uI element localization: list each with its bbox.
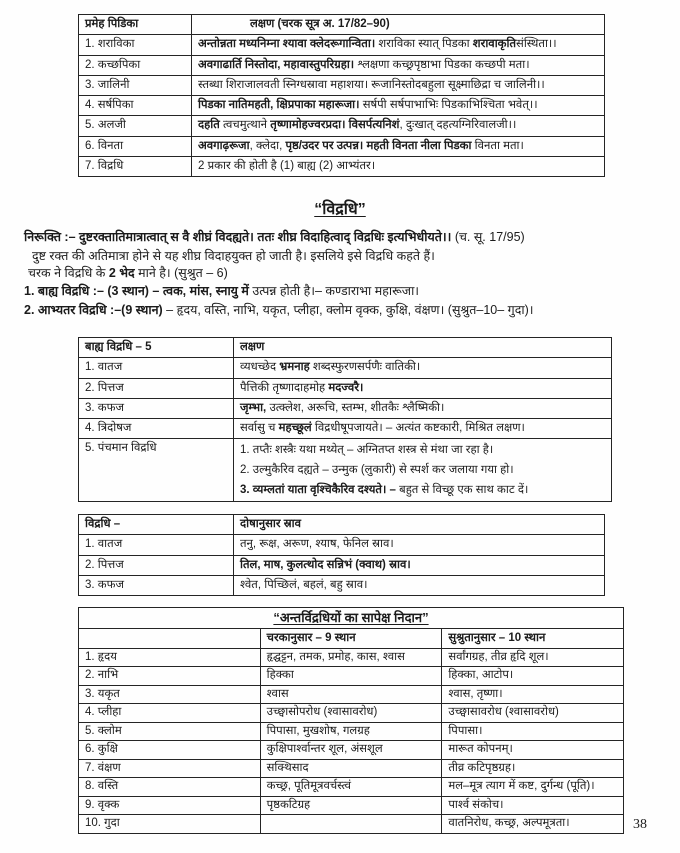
site-cell: 5. क्लोम (79, 722, 261, 741)
table-row (79, 136, 605, 156)
charak-cell (260, 815, 442, 834)
site-header-cell (79, 628, 261, 648)
row-desc-cell: अन्तोन्नता मध्यनिम्ना श्यावा क्लेदरूगान्विता। शराविका स्यात् पिडका शरावाकृतिसंस्थिता।। (192, 35, 605, 55)
row-desc-cell (234, 439, 612, 502)
table-row (79, 741, 624, 760)
row-label-cell: 2. कच्छपिका (79, 55, 192, 75)
table-header-row (79, 515, 605, 535)
vidradhi-header-cell: विद्रधि – (79, 515, 234, 535)
table-row (79, 722, 624, 741)
table-row (79, 778, 624, 797)
table-row (79, 398, 612, 418)
bahya-vidradhi-table (78, 337, 612, 502)
charak-cell: हिक्का (260, 667, 442, 686)
charak-cell: सक्थिसाद (260, 759, 442, 778)
row-desc-cell: जृम्भा, उत्क्लेश, अरूचि, स्तम्भ, शीतकैः श्लैष्मिकी। (234, 398, 612, 418)
row-desc-cell: तिल, माष, कुलत्थोद सन्निभं (क्वाथ) स्राव। (234, 555, 605, 575)
sushrut-cell: पिपासा। (442, 722, 624, 741)
row-desc-cell: व्यधच्छेद भ्रमनाह शब्दस्फुरणसर्पणैः वातिकी। (234, 358, 612, 378)
table-header-row (79, 338, 612, 358)
row-desc-cell: 2 प्रकार की होती है (1) बाह्य (2) आभ्यंतर। (192, 156, 605, 176)
site-cell: 10. गुदा (79, 815, 261, 834)
charak-header-cell: चरकानुसार – 9 स्थान (260, 628, 442, 648)
bahya-header-cell: बाह्य विद्रधि – 5 (79, 338, 234, 358)
table-row (79, 96, 605, 116)
table-row (79, 704, 624, 723)
sushrut-cell: सर्वांगग्रह, तीव्र हृदि शूल। (442, 648, 624, 667)
table-row (79, 378, 612, 398)
table-row (79, 815, 624, 834)
row-desc-cell: सर्वासु च महच्छूलं विद्रधीषूपजायते। – अत्यंत कष्टकारी, मिश्रित लक्षण। (234, 419, 612, 439)
site-cell: 6. कुक्षि (79, 741, 261, 760)
table-row (79, 439, 612, 502)
table-row (79, 358, 612, 378)
table-row (79, 35, 605, 55)
table-row (79, 759, 624, 778)
pidika-header-cell: प्रमेह पिडिका (79, 15, 192, 35)
table-row (79, 796, 624, 815)
site-cell: 9. वृक्क (79, 796, 261, 815)
sushrut-header-cell: सुश्रुतानुसार – 10 स्थान (442, 628, 624, 648)
table-row (79, 535, 605, 555)
sushrut-cell: मल–मूत्र त्याग में कष्ट, दुर्गन्ध (पूति)। (442, 778, 624, 797)
table-header-row (79, 15, 605, 35)
table-row (79, 575, 605, 595)
row-desc-cell: श्वेत, पिच्छिलं, बहलं, बहु स्राव। (234, 575, 605, 595)
srava-header-cell: दोषानुसार स्राव (234, 515, 605, 535)
table-title-row (79, 608, 624, 629)
panchaman-line: 2. उल्मुकैरिव दह्यते – उन्मुक (लुकारी) से स्पर्श कर जलाया गया हो। (240, 464, 514, 477)
row-label-cell: 2. पित्तज (79, 378, 234, 398)
row-label-cell: 3. कफज (79, 575, 234, 595)
row-label-cell: 5. अलजी (79, 116, 192, 136)
row-desc-cell: तनु, रूक्ष, अरूण, श्याष, फेनिल स्राव। (234, 535, 605, 555)
panchaman-line: 3. व्यम्लतां याता वृश्चिकैरिव दश्यते। – बहुत से विच्छू एक साथ काट दें। (240, 484, 529, 497)
site-cell: 4. प्लीहा (79, 704, 261, 723)
lakshan-header-cell: लक्षण (चरक सूत्र अ. 17/82–90) (192, 15, 605, 35)
row-label-cell: 1. वातज (79, 358, 234, 378)
table-row (79, 555, 605, 575)
table-row (79, 667, 624, 686)
srava-table (78, 514, 605, 596)
sushrut-cell: तीव्र कटिपृष्ठग्रह। (442, 759, 624, 778)
row-label-cell: 5. पंचमान विद्रधि (79, 439, 234, 502)
charak-cell: श्वास (260, 685, 442, 704)
prameha-pidika-table (78, 14, 605, 177)
table-row (79, 685, 624, 704)
charak-cell: उच्छ्वासोपरोध (श्वासावरोध) (260, 704, 442, 723)
sushrut-cell: उच्छ्वासावरोध (श्वासावरोध) (442, 704, 624, 723)
table-row (79, 55, 605, 75)
row-label-cell: 4. त्रिदोषज (79, 419, 234, 439)
table-header-row (79, 628, 624, 648)
page-number: 38 (633, 817, 647, 832)
panchaman-line: 1. तप्तैः शस्त्रैः यथा मथ्येत् – अग्नितप्त शस्त्र से मंथा जा रहा है। (240, 444, 494, 457)
charak-cell: कुक्षिपार्श्वान्तर शूल, अंसशूल (260, 741, 442, 760)
site-cell: 3. यकृत (79, 685, 261, 704)
nidan-table (78, 607, 624, 834)
bahya-vidradhi-line: 1. बाह्य विद्रधि :– (3 स्थान) – त्वक, मांस, स्नायु में उत्पन्न होती है।– कण्डाराभा महारूजा। (24, 284, 420, 298)
row-label-cell: 2. पित्तज (79, 555, 234, 575)
site-cell: 8. वस्ति (79, 778, 261, 797)
row-label-cell: 3. कफज (79, 398, 234, 418)
site-cell: 1. हृदय (79, 648, 261, 667)
nirukti-line: निरूक्ति :– दुष्टरक्तातिमात्रात्वात् स वै शीघ्रं विदह्यते। ततः शीघ्र विदाहित्वाद् विद्रधिः इत्यभिधीयते।। (च. सू. 17/95) (24, 230, 525, 244)
charak-cell: पृष्ठकटिग्रह (260, 796, 442, 815)
site-cell: 2. नाभि (79, 667, 261, 686)
row-desc-cell: पैत्तिकी तृष्णादाहमोह मदज्वरै। (234, 378, 612, 398)
vidradhi-heading: “विद्रधि” (314, 201, 366, 218)
charak-cell: पिपासा, मुखशोष, गलग्रह (260, 722, 442, 741)
table-row (79, 156, 605, 176)
charak-cell: हृद्घट्टन, तमक, प्रमोह, कास, श्वास (260, 648, 442, 667)
sushrut-cell: मारूत कोपनम्। (442, 741, 624, 760)
sushrut-cell: वातनिरोध, कच्छ्र, अल्पमूत्रता। (442, 815, 624, 834)
row-desc-cell: पिडका नातिमहती, क्षिप्रपाका महारूजा। सर्षपी सर्षपाभाभिः पिडकाभिश्चिता भवेत्।। (192, 96, 605, 116)
row-label-cell: 1. शराविका (79, 35, 192, 55)
row-label-cell: 4. सर्षपिका (79, 96, 192, 116)
table-row (79, 648, 624, 667)
row-desc-cell: दहति त्वचमुत्थाने तृष्णामोहज्वरप्रदा। विसर्पत्यनिशं, दुःखात् दहत्यग्निरिवालजी।। (192, 116, 605, 136)
sushrut-cell: श्वास, तृष्णा। (442, 685, 624, 704)
row-desc-cell: अवगाढार्ति निस्तोदा, महावास्तुपरिग्रहा। श्लक्षणा कच्छ्रपृष्ठाभा पिडका कच्छपी मता। (192, 55, 605, 75)
row-label-cell: 3. जालिनी (79, 75, 192, 95)
abhyantara-vidradhi-line: 2. आभ्यतर विद्रधि :–(9 स्थान) – हृदय, वस्ति, नाभि, यकृत, प्लीहा, क्लोम वृक्क, कुक्षि, वंक्षण। (सुश्रुत–10– गुदा)। (24, 303, 534, 317)
lakshan-header-cell: लक्षण (234, 338, 612, 358)
table-row (79, 116, 605, 136)
row-desc-cell: अवगाढ़रूजा, क्लेदा, पृष्ठ/उदर पर उत्पन्न। महती विनता नीला पिडका विनता मता। (192, 136, 605, 156)
charak-cell: कच्छ्र, पूतिमूत्रवर्चस्त्वं (260, 778, 442, 797)
table-row (79, 419, 612, 439)
meaning-line: दुष्ट रक्त की अतिमात्रा होने से यह शीघ्र विदाहयुक्त हो जाती है। इसलिये इसे विद्रधि कहते हैं। (32, 249, 435, 263)
sushrut-cell: हिक्का, आटोप। (442, 667, 624, 686)
site-cell: 7. वंक्षण (79, 759, 261, 778)
row-label-cell: 1. वातज (79, 535, 234, 555)
bheda-line: चरक ने विद्रधि के 2 भेद माने है। (सुश्रुत – 6) (28, 266, 228, 280)
table-row (79, 75, 605, 95)
row-label-cell: 6. विनता (79, 136, 192, 156)
row-label-cell: 7. विद्रधि (79, 156, 192, 176)
row-desc-cell: स्तब्धा शिराजालवती स्निग्धस्रावा महाशया। रूजानिस्तोदबहुला सूक्ष्माछिद्रा च जालिनी।। (192, 75, 605, 95)
sushrut-cell: पार्श्व संकोच। (442, 796, 624, 815)
nidan-table-title: “अन्तर्विद्रधियों का सापेक्ष निदान” (79, 608, 624, 629)
